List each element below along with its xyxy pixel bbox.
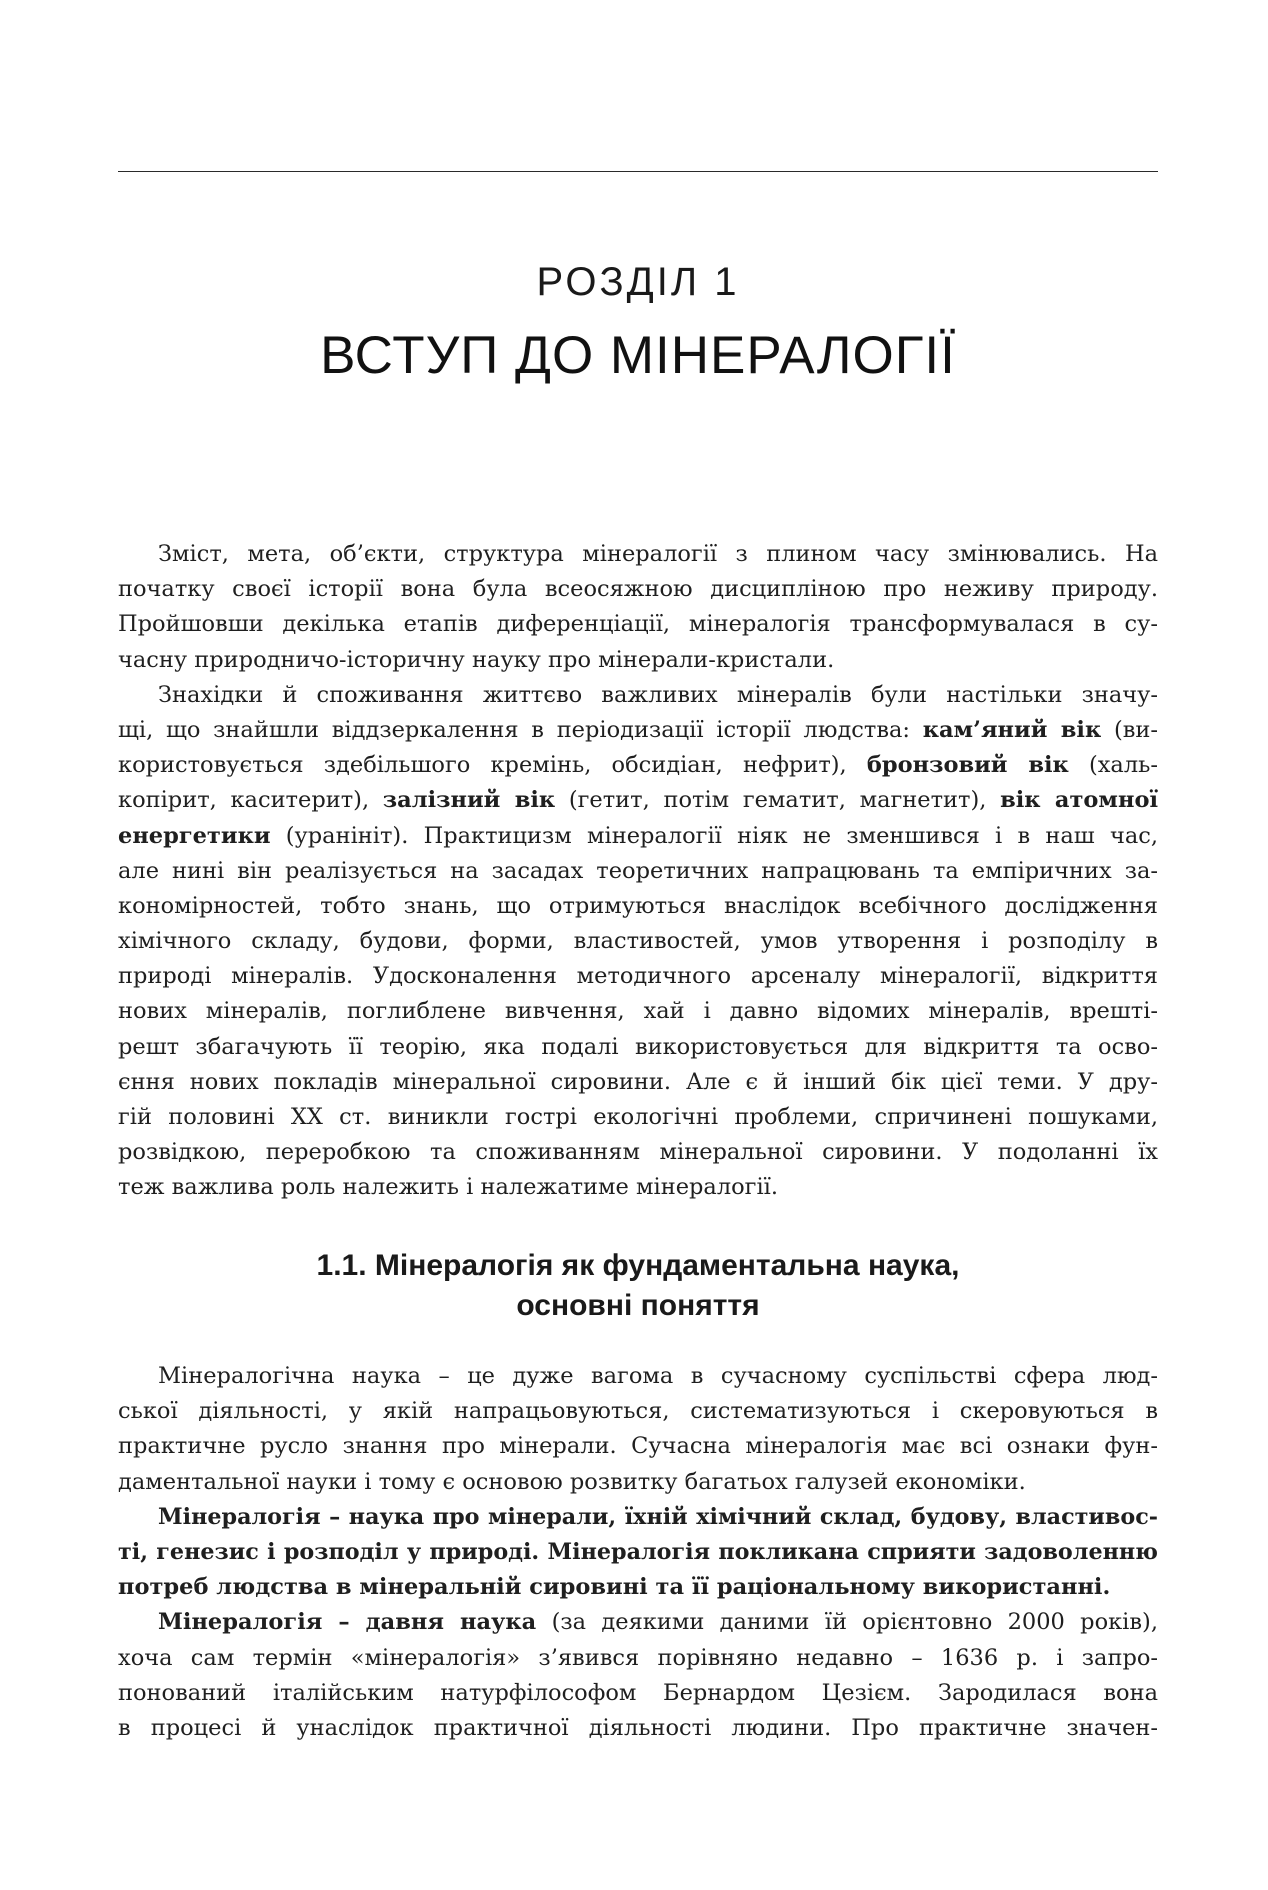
text-line: Зміст, мета, об’єкти, структура мінералогії з плином часу змінювались. На: [158, 541, 1158, 567]
text-line: початку своєї історії вона була всеосяжною дисципліною про неживу природу.: [118, 576, 1158, 603]
text-line: в процесі й унаслідок практичної діяльності людини. Про практичне значен-: [118, 1714, 1158, 1741]
chapter-label: РОЗДІЛ 1: [536, 260, 740, 304]
text-line: [118, 783, 1158, 818]
header-rule: [118, 171, 1158, 172]
text-line: [118, 1605, 1158, 1640]
text-run: щі, що знайшли віддзеркалення в періодизації історії людства:: [118, 716, 923, 743]
mineral-science-paragraph: [118, 1359, 1158, 1500]
text-line: єння нових покладів мінеральної сировини. Але є й інший бік цієї теми. У дру-: [118, 1068, 1158, 1095]
chapter-title: ВСТУП ДО МІНЕРАЛОГІЇ: [320, 326, 956, 385]
intro-paragraph: [118, 537, 1158, 678]
text-line: [118, 819, 1158, 854]
text-line: даментальної науки і тому є основою розвитку багатьох галузей економіки.: [118, 1468, 1026, 1495]
ancient-science-term: Мінералогія – давня наука: [158, 1609, 537, 1636]
text-line: теж важлива роль належить і належатиме мінералогії.: [118, 1174, 779, 1201]
text-line: розвідкою, переробкою та споживанням мінеральної сировини. У подоланні їх: [118, 1139, 1158, 1166]
section-heading-line: 1.1. Мінералогія як фундаментальна наука,: [316, 1249, 960, 1282]
text-line: Мінералогічна наука – це дуже вагома в сучасному суспільстві сфера люд-: [158, 1363, 1158, 1389]
text-line: гій половині ХХ ст. виникли гострі екологічні проблеми, спричинені пошуками,: [118, 1104, 1158, 1131]
text-line: Мінералогія – наука про мінерали, їхній хімічний склад, будову, властивос-: [158, 1503, 1158, 1530]
text-line: природі мінералів. Удосконалення методичного арсеналу мінералогії, відкриття: [118, 963, 1158, 990]
section-heading-line: основні поняття: [516, 1289, 760, 1322]
text-line: ської діяльності, у якій напрацьовуються, систематизуються і скеровуються в: [118, 1398, 1158, 1425]
ancient-science-paragraph: [118, 1605, 1158, 1746]
text-line: ті, генезис і розподіл у природі. Мінералогія покликана сприяти задоволенню: [118, 1538, 1158, 1565]
text-run: (за деякими даними їй орієнтовно 2000 років),: [536, 1609, 1158, 1636]
text-line: понований італійським натурфілософом Бернардом Цезієм. Зародилася вона: [118, 1679, 1158, 1706]
text-line: решт збагачують її теорію, яка подалі використовується для відкриття та осво-: [118, 1033, 1158, 1060]
text-line: потреб людства в мінеральній сировині та її раціональному використанні.: [118, 1574, 1111, 1601]
text-line: практичне русло знання про мінерали. Сучасна мінералогія має всі ознаки фун-: [118, 1433, 1158, 1460]
text-line: нових мінералів, поглиблене вивчення, хай і давно відомих мінералів, врешті-: [118, 998, 1158, 1025]
text-run: користовується здебільшого кремінь, обсидіан, нефрит),: [118, 752, 867, 779]
section-heading: [118, 1246, 1158, 1326]
text-line: але нині він реалізується на засадах теоретичних напрацювань та емпіричних за-: [118, 857, 1158, 884]
text-line: Пройшовши декілька етапів диференціації, мінералогія трансформувалася в су-: [118, 611, 1158, 638]
bronze-age-term: бронзовий вік: [866, 752, 1069, 779]
book-page: [118, 0, 1158, 1890]
text-run: копірит, каситерит),: [118, 787, 383, 814]
text-run: (ви-: [1101, 716, 1158, 743]
text-line: хоча сам термін «мінералогія» з’явився порівняно недавно – 1636 р. і запро-: [118, 1644, 1158, 1671]
atomic-age-term: вік атомної: [1000, 787, 1159, 814]
text-run: (халь-: [1068, 752, 1158, 779]
text-line: [118, 748, 1158, 783]
iron-age-term: залізний вік: [382, 787, 556, 814]
atomic-age-term: енергетики: [118, 822, 271, 849]
history-paragraph: [118, 678, 1158, 1206]
text-line: [118, 713, 1158, 748]
stone-age-term: кам’яний вік: [922, 716, 1102, 743]
text-line: часну природничо-історичну науку про мінерали-кристали.: [118, 646, 835, 673]
text-run: (гетит, потім гематит, магнетит),: [555, 787, 1001, 814]
text-line: хімічного складу, будови, форми, властивостей, умов утворення і розподілу в: [118, 928, 1158, 955]
text-line: кономірностей, тобто знань, що отримуються внаслідок всебічного дослідження: [118, 892, 1158, 919]
text-run: (уранініт). Практицизм мінералогії ніяк не зменшився і в наш час,: [270, 822, 1158, 849]
definition-paragraph: [118, 1500, 1158, 1606]
text-line: Знахідки й споживання життєво важливих мінералів були настільки значу-: [158, 681, 1158, 708]
